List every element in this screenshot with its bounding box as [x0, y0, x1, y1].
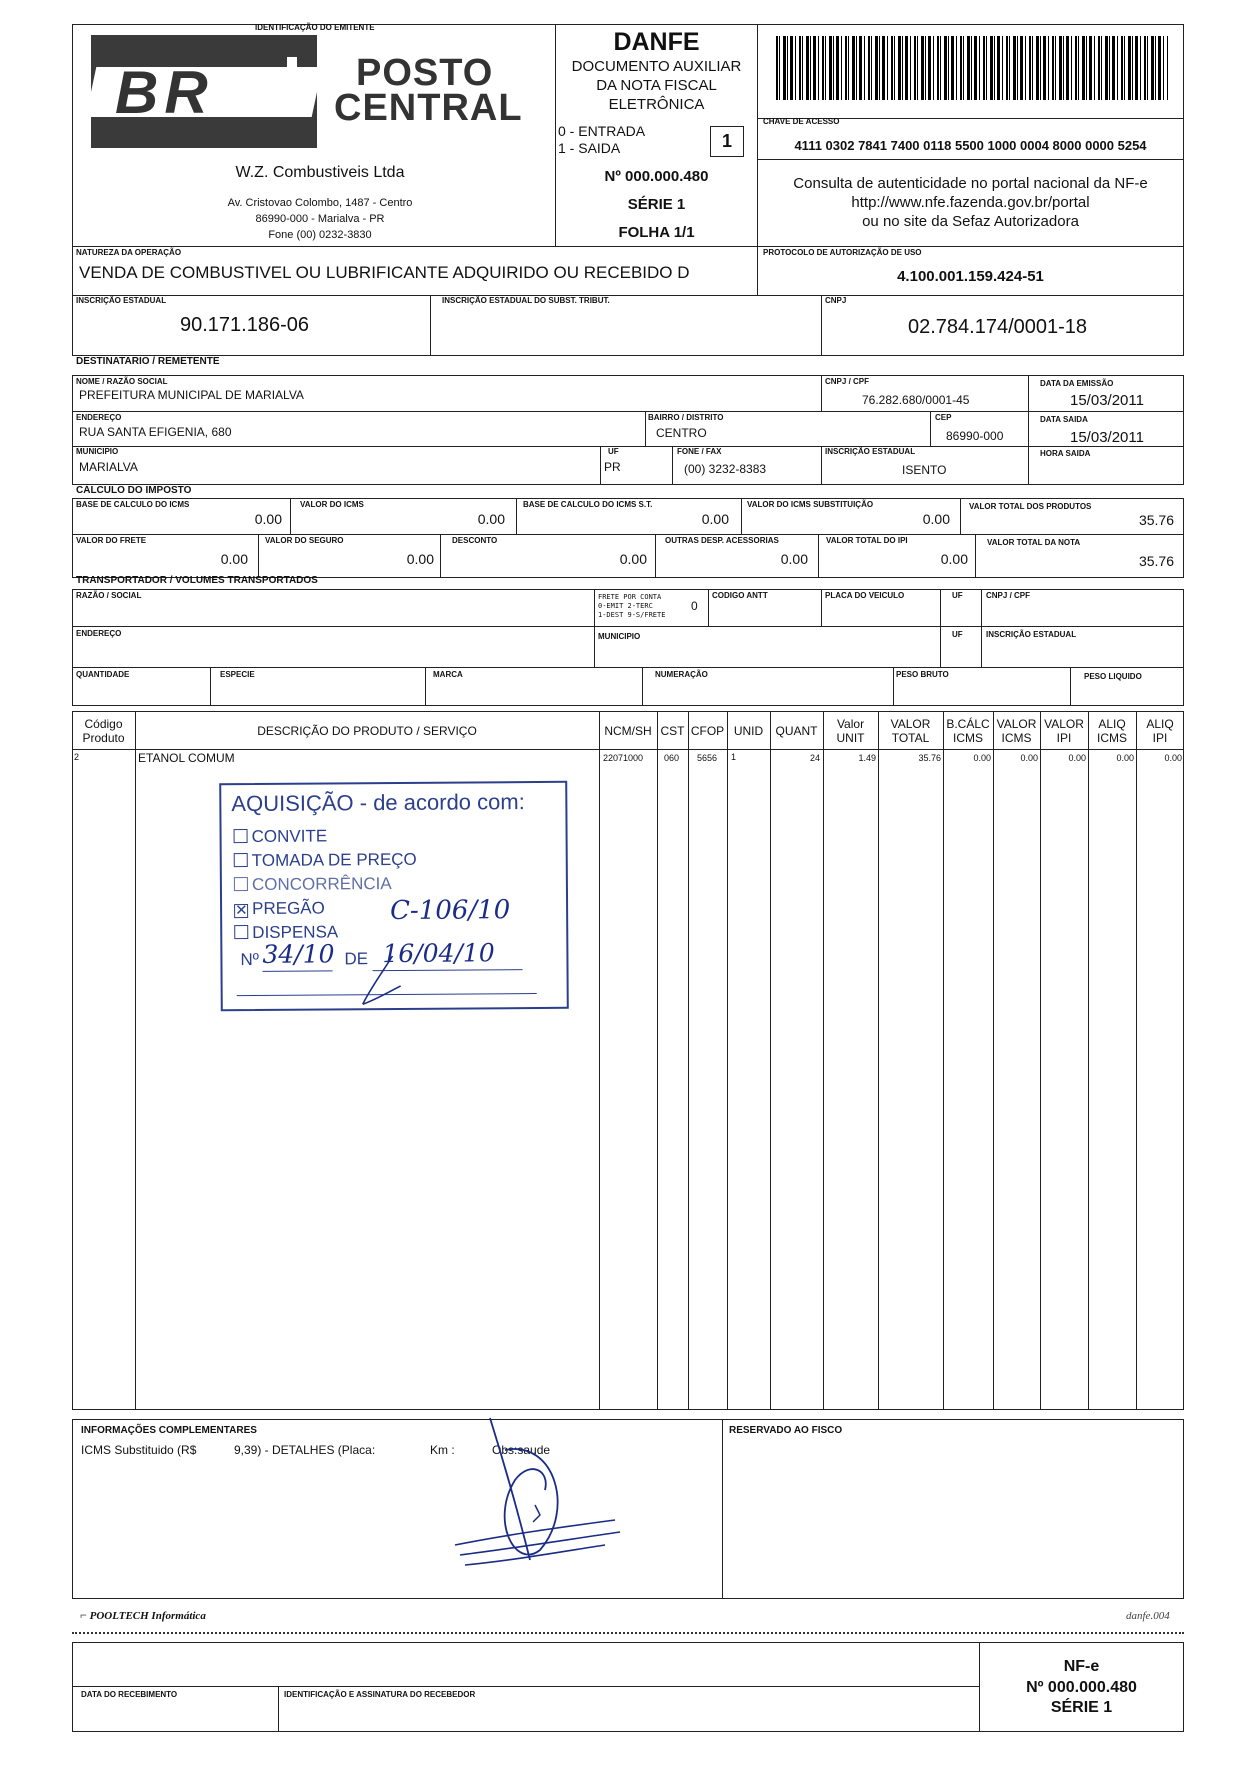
total-prod-label: VALOR TOTAL DOS PRODUTOS	[969, 502, 1092, 511]
stamp-de-label: DE	[344, 949, 369, 969]
desconto-label: DESCONTO	[452, 536, 498, 545]
canhoto-nfe: NF-e	[1063, 1658, 1100, 1675]
saida-label: 1 - SAIDA	[558, 140, 621, 156]
row-descricao: ETANOL COMUM	[138, 751, 235, 765]
icms-st: 0.00	[922, 511, 950, 527]
consulta-line-2: http://www.nfe.fazenda.gov.br/portal	[851, 194, 1090, 211]
danfe-serie: SÉRIE 1	[627, 196, 686, 213]
danfe-title: DANFE	[613, 28, 700, 56]
peso-liquido-label: PESO LIQUIDO	[1084, 672, 1142, 681]
stamp-de-value: 16/04/10	[382, 938, 495, 969]
natureza-label: NATUREZA DA OPERAÇÃO	[76, 248, 182, 257]
dest-bairro: CENTRO	[656, 426, 707, 440]
transp-municipio-label: MUNICIPIO	[598, 632, 641, 641]
bc-icms-label: BASE DE CALCULO DO ICMS	[76, 500, 190, 509]
fisco-box	[722, 1419, 1184, 1599]
col-cst: CST	[660, 724, 685, 738]
frete-conta-value: 0	[691, 599, 698, 613]
transp-ie-label: INSCRIÇÃO ESTADUAL	[986, 630, 1077, 639]
row-cfop: 5656	[697, 753, 718, 763]
stamp-option-pregao: ✕ PREGÃO	[235, 898, 325, 920]
bc-st: 0.00	[701, 511, 729, 527]
danfe-subtitle-3: ELETRÔNICA	[608, 96, 705, 113]
stamp-signature-icon	[352, 952, 412, 1012]
central-text: CENTRAL	[334, 87, 523, 129]
col-vtotal: VALOR TOTAL	[890, 717, 931, 745]
info-line-1b: 9,39) - DETALHES (Placa:	[234, 1443, 376, 1457]
aquisicao-stamp	[219, 781, 569, 1011]
dest-cnpj-label: CNPJ / CPF	[825, 377, 870, 386]
qtd-label: QUANTIDADE	[76, 670, 130, 679]
frete-conta-line-3: 1-DEST 9-S/FRETE	[598, 611, 666, 619]
col-codigo: Código Produto	[82, 717, 125, 745]
cnpj-label: CNPJ	[825, 296, 847, 305]
total-nota-label: VALOR TOTAL DA NOTA	[987, 538, 1081, 547]
dest-endereco-label: ENDEREÇO	[76, 413, 122, 422]
chave-value: 4111 0302 7841 7400 0118 5500 1000 0004 8000 0000 5254	[794, 138, 1147, 153]
col-bc: B.CÁLC ICMS	[946, 717, 990, 745]
dest-saida: 15/03/2011	[1070, 429, 1144, 446]
info-label: INFORMAÇÕES COMPLEMENTARES	[81, 1425, 257, 1436]
emitente-label: IDENTIFICAÇÃO DO EMITENTE	[255, 23, 375, 32]
antt-label: CODIGO ANTT	[712, 591, 768, 600]
tipo-box: 1	[710, 126, 744, 157]
marca-label: MARCA	[433, 670, 463, 679]
col-descricao: DESCRIÇÃO DO PRODUTO / SERVIÇO	[257, 724, 477, 738]
row-vipi: 0.00	[1068, 753, 1086, 763]
br-logo-text: BR	[115, 59, 214, 126]
emitente-phone: Fone (00) 0232-3830	[268, 229, 372, 241]
total-prod: 35.76	[1138, 512, 1174, 528]
canhoto-numero: Nº 000.000.480	[1026, 1679, 1137, 1696]
dest-endereco: RUA SANTA EFIGENIA, 680	[79, 425, 232, 439]
row-vicms: 0.00	[1020, 753, 1038, 763]
signature-icon	[445, 1410, 625, 1580]
stamp-option-concorrencia: CONCORRÊNCIA	[234, 874, 392, 895]
natureza-value: VENDA DE COMBUSTIVEL OU LUBRIFICANTE ADQUIRIDO OU RECEBIDO D	[79, 263, 690, 282]
br-logo	[91, 35, 317, 148]
posto-text: POSTO	[356, 52, 494, 94]
software-logo-icon: ⌐	[80, 1608, 87, 1622]
consulta-line-1: Consulta de autenticidade no portal nacional da NF-e	[793, 175, 1148, 192]
emitente-address: Av. Cristovao Colombo, 1487 - Centro	[227, 197, 413, 209]
stamp-no-line	[263, 970, 333, 971]
dest-fone: (00) 3232-8383	[684, 462, 767, 476]
dest-cnpj: 76.282.680/0001-45	[862, 393, 970, 407]
seguro-label: VALOR DO SEGURO	[265, 536, 344, 545]
stamp-option-tomada: TOMADA DE PREÇO	[234, 850, 417, 871]
chave-label: CHAVE DE ACESSO	[763, 117, 840, 126]
protocolo-label: PROTOCOLO DE AUTORIZAÇÃO DE USO	[763, 248, 922, 257]
col-cfop: CFOP	[690, 724, 725, 738]
placa-label: PLACA DO VEICULO	[825, 591, 905, 600]
danfe-numero: Nº 000.000.480	[604, 168, 709, 185]
cut-line	[72, 1632, 1184, 1634]
destinatario-label: DESTINATARIO / REMETENTE	[76, 356, 220, 367]
consulta-line-3: ou no site da Sefaz Autorizadora	[862, 213, 1079, 230]
fisco-label: RESERVADO AO FISCO	[729, 1425, 843, 1436]
dest-nome: PREFEITURA MUNICIPAL DE MARIALVA	[79, 388, 304, 402]
outras: 0.00	[780, 551, 808, 567]
frete-conta-line-2: 0-EMIT 2-TERC	[598, 602, 653, 610]
stamp-option-convite: CONVITE	[234, 826, 328, 847]
frete-conta-line-1: FRETE POR CONTA	[598, 593, 662, 601]
row-quant: 24	[809, 753, 820, 763]
col-aicms: ALIQ ICMS	[1097, 717, 1127, 745]
row-codigo: 2	[74, 752, 80, 762]
dest-cep-label: CEP	[935, 413, 952, 422]
ie-value: 90.171.186-06	[180, 314, 310, 336]
transp-cnpj-label: CNPJ / CPF	[986, 591, 1031, 600]
col-vicms: VALOR ICMS	[996, 717, 1037, 745]
ipi-label: VALOR TOTAL DO IPI	[826, 536, 908, 545]
numeracao-label: NUMERAÇÃO	[655, 670, 708, 679]
dest-cep: 86990-000	[946, 429, 1004, 443]
protocolo-value: 4.100.001.159.424-51	[897, 268, 1044, 285]
stamp-handwritten-ref: C-106/10	[390, 895, 511, 927]
danfe-subtitle-2: DA NOTA FISCAL	[596, 77, 717, 94]
col-quant: QUANT	[775, 724, 818, 738]
row-vtotal: 35.76	[918, 753, 941, 763]
iest-label: INSCRIÇÃO ESTADUAL DO SUBST. TRIBUT.	[442, 296, 610, 305]
dest-hora-label: HORA SAIDA	[1040, 449, 1091, 458]
row-vunit: 1.49	[858, 753, 876, 763]
row-ncm: 22071000	[603, 753, 644, 763]
col-vipi: VALOR IPI	[1044, 717, 1084, 745]
dest-ie-label: INSCRIÇÃO ESTADUAL	[825, 447, 916, 456]
dest-saida-label: DATA SAIDA	[1040, 415, 1088, 424]
cnpj-value: 02.784.174/0001-18	[908, 316, 1088, 338]
danfe-subtitle-1: DOCUMENTO AUXILIAR	[571, 58, 742, 75]
row-cst: 060	[664, 753, 680, 763]
transportador-label: TRANSPORTADOR / VOLUMES TRANSPORTADOS	[76, 575, 318, 586]
assinatura-label: IDENTIFICAÇÃO E ASSINATURA DO RECEBEDOR	[284, 1690, 476, 1699]
row-bc: 0.00	[973, 753, 991, 763]
info-line-1c: Km :	[430, 1443, 455, 1457]
col-ncm: NCM/SH	[604, 724, 652, 738]
transp-razao-label: RAZÃO / SOCIAL	[76, 591, 142, 600]
col-aipi: ALIQ IPI	[1146, 717, 1174, 745]
software-credit: ⌐ POOLTECH Informática	[80, 1608, 206, 1622]
dest-municipio: MARIALVA	[79, 460, 138, 474]
col-unid: UNID	[733, 724, 764, 738]
icms-label: VALOR DO ICMS	[300, 500, 364, 509]
total-nota: 35.76	[1138, 553, 1174, 569]
canhoto-serie: SÉRIE 1	[1050, 1699, 1113, 1716]
transp-uf-label: UF	[952, 591, 963, 600]
seguro: 0.00	[406, 551, 434, 567]
frete-label: VALOR DO FRETE	[76, 536, 147, 545]
form-code: danfe.004	[1126, 1610, 1170, 1622]
ie-label: INSCRIÇÃO ESTADUAL	[76, 296, 167, 305]
frete: 0.00	[220, 551, 248, 567]
dest-municipio-label: MUNICIPIO	[76, 447, 119, 456]
ipi: 0.00	[940, 551, 968, 567]
emitente-name: W.Z. Combustiveis Ltda	[235, 164, 405, 181]
especie-label: ESPECIE	[220, 670, 255, 679]
transp-uf2-label: UF	[952, 630, 963, 639]
emitente-city: 86990-000 - Marialva - PR	[255, 213, 385, 225]
row-aicms: 0.00	[1116, 753, 1134, 763]
dest-emissao: 15/03/2011	[1070, 392, 1144, 409]
danfe-folha: FOLHA 1/1	[618, 224, 695, 241]
row-unid: 1	[731, 752, 737, 762]
bc-icms: 0.00	[254, 511, 282, 527]
entrada-label: 0 - ENTRADA	[558, 123, 646, 139]
dest-nome-label: NOME / RAZÃO SOCIAL	[76, 377, 168, 386]
icms: 0.00	[477, 511, 505, 527]
stamp-option-dispensa: DISPENSA	[234, 922, 338, 943]
peso-bruto-label: PESO BRUTO	[896, 670, 949, 679]
stamp-no-value: 34/10	[262, 939, 335, 969]
imposto-label: CÁLCULO DO IMPOSTO	[76, 485, 192, 496]
dest-ie: ISENTO	[902, 463, 947, 477]
barcode	[776, 36, 1168, 100]
desconto: 0.00	[619, 551, 647, 567]
icms-st-label: VALOR DO ICMS SUBSTITUIÇÃO	[747, 500, 874, 509]
recebimento-label: DATA DO RECEBIMENTO	[81, 1690, 178, 1699]
stamp-no-label: Nº	[240, 949, 260, 970]
dest-uf: PR	[604, 460, 621, 474]
stamp-title: AQUISIÇÃO - de acordo com:	[231, 789, 525, 817]
dest-uf-label: UF	[608, 447, 619, 456]
col-vunit: Valor UNIT	[836, 717, 865, 745]
bc-st-label: BASE DE CALCULO DO ICMS S.T.	[523, 500, 653, 509]
transp-endereco-label: ENDEREÇO	[76, 629, 122, 638]
dest-fone-label: FONE / FAX	[677, 447, 722, 456]
row-aipi: 0.00	[1164, 753, 1182, 763]
info-line-1: ICMS Substituido (R$	[81, 1443, 197, 1457]
dest-emissao-label: DATA DA EMISSÃO	[1040, 379, 1114, 388]
dest-bairro-label: BAIRRO / DISTRITO	[648, 413, 724, 422]
info-line-1d: Obs:saude	[492, 1443, 551, 1457]
outras-label: OUTRAS DESP. ACESSORIAS	[665, 536, 779, 545]
